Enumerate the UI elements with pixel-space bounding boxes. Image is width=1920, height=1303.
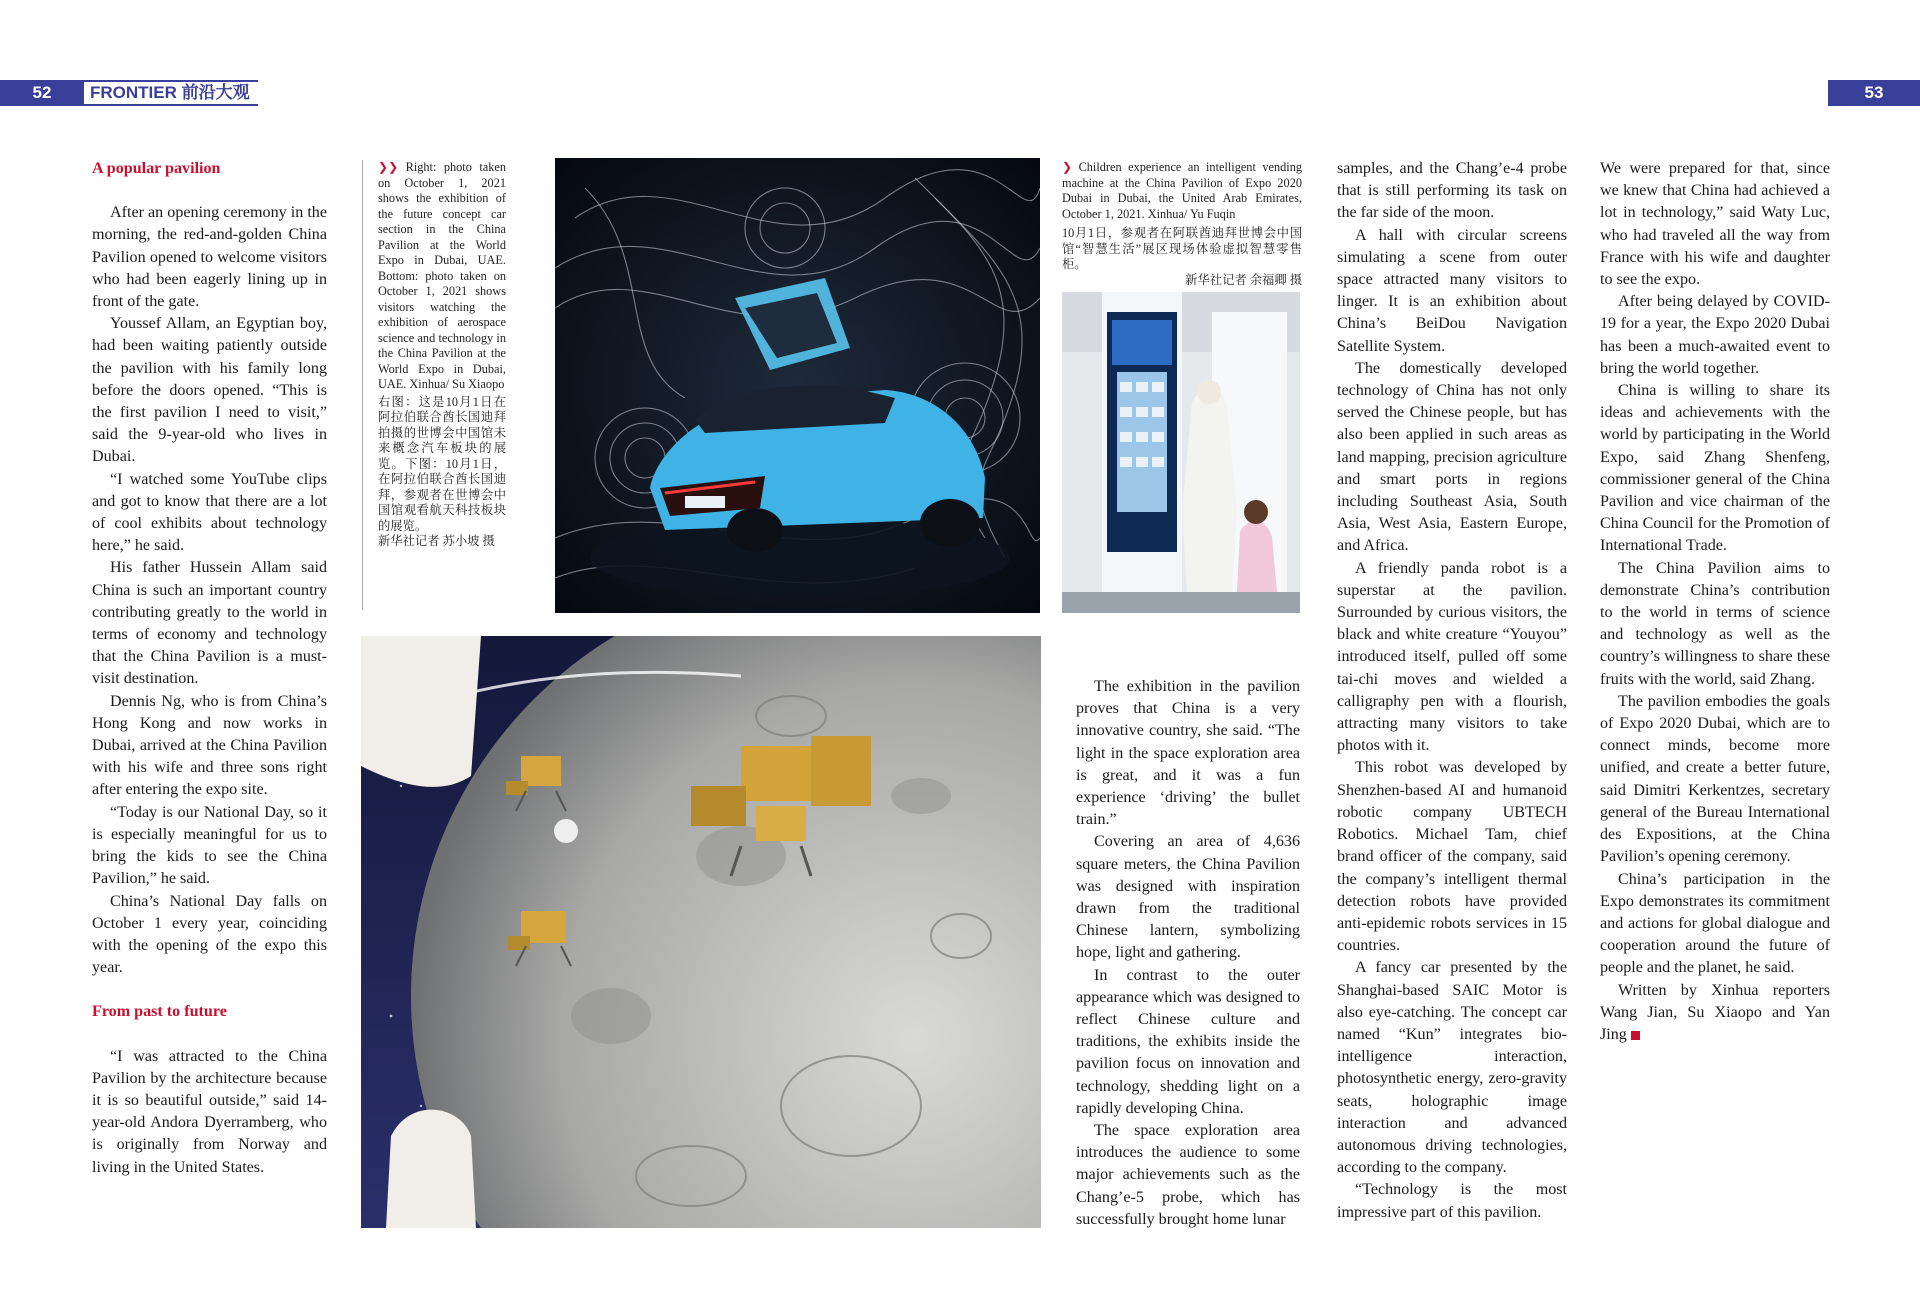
column5-continuation: We were prepared for that, since we knew that China had achieved a lot in technology,” said Waty Luc, who had traveled all the way from France with his wife and daughter to see the expo. [1600, 160, 1830, 289]
article-column-1 [92, 158, 327, 1179]
paragraph [1600, 691, 1830, 869]
paragraph-text: China’s participation in the Expo demonstrates its commitment and actions for global dialogue and cooperation around the future of people and the planet, he said. [1600, 870, 1830, 977]
paragraph-text: China’s National Day falls on October 1 every year, coinciding with the opening of the expo this year. [92, 892, 327, 977]
paragraph-text: China is willing to share its ideas and achievements with the world by participating in the World Expo, said Zhang Shenfeng, commissioner general of the China Pavilion and vice chairman of the China Council for the Promotion of International Trade. [1600, 382, 1830, 555]
paragraph [92, 313, 327, 468]
paragraph [92, 891, 327, 980]
paragraph [1076, 965, 1300, 1120]
photo-vending-machine [1062, 292, 1300, 613]
paragraph [1076, 1120, 1300, 1231]
page-number-right: 53 [1828, 80, 1920, 106]
paragraph-text: “Today is our National Day, so it is especially meaningful for us to bring the kids to see the China Pavilion,” he said. [92, 803, 327, 888]
arrow-down-icon: ❯ [1062, 160, 1073, 174]
paragraph-text: The pavilion embodies the goals of Expo 2020 Dubai, which are to connect minds, become more unified, and create a better future, said Dimitri Kerkentzes, secretary general of the Bureau International des Expositions, at the China Pavilion’s opening ceremony. [1600, 692, 1830, 866]
photo-lunar-exhibition [361, 636, 1041, 1228]
paragraph-text: The exhibition in the pavilion proves that China is a very innovative country, she said. “The light in the space exploration area is great, and it was a fun experience ‘driving’ the bullet train.” [1076, 678, 1300, 829]
paragraph-text: “I was attracted to the China Pavilion by the architecture because it is so beautiful outside,” said 14-year-old Andora Dyerramberg, who is originally from Norway and living in the United States. [92, 1047, 327, 1176]
caption-right-english: Children experience an intelligent vending machine at the China Pavilion of Expo 2020 Dubai in Dubai, the United Arab Emirates, October 1, 2021. Xinhua/ Yu Fuqin [1062, 160, 1302, 221]
column4-continuation: samples, and the Chang’e-4 probe that is still performing its task on the far side of the moon. [1337, 160, 1567, 222]
paragraph [92, 1046, 327, 1179]
caption-left-chinese: 右图：这是10月1日在阿拉伯联合酋长国迪拜拍摄的世博会中国馆未来概念汽车板块的展览。下图：10月1日，在阿拉伯联合酋长国迪拜，参观者在世博会中国馆观看航天科技板块的展览。 [378, 394, 506, 533]
paragraph-text: A friendly panda robot is a superstar at the pavilion. Surrounded by curious visitors, the black and white creature “Youyou” introduced itself, pulled off some tai-chi moves and wielded a calligraphy pen with a flourish, attracting many visitors to take photos with it. [1337, 559, 1567, 755]
paragraph-text: This robot was developed by Shenzhen-based AI and humanoid robotic company UBTECH Robotics. Michael Tam, chief brand officer of the company, said the company’s intelligent thermal detection robots have provided anti-epidemic robots services in 15 countries. [1337, 759, 1567, 955]
page-number-left: 52 [0, 80, 84, 106]
paragraph [1337, 757, 1567, 957]
article-column-5 [1600, 158, 1830, 1046]
paragraph-text: Youssef Allam, an Egyptian boy, had been waiting patiently outside the pavilion with his family long before the doors opened. “This is the first pavilion I need to visit,” said the 9-year-old who lives in Dubai. [92, 315, 327, 466]
paragraph [1076, 831, 1300, 964]
paragraph [1337, 1179, 1567, 1223]
caption-right-chinese: 10月1日，参观者在阿联酋迪拜世博会中国馆“智慧生活”展区现场体验虚拟智慧零售柜。 [1062, 226, 1302, 271]
paragraph [1600, 980, 1830, 1047]
article-column-4 [1337, 158, 1567, 1224]
paragraph-text: A fancy car presented by the Shanghai-based SAIC Motor is also eye-catching. The concept car named “Kun” integrates bio-intelligence interaction, photosynthetic energy, zero-gravity seats, holographic image interaction and advanced autonomous driving technologies, according to the company. [1337, 959, 1567, 1177]
paragraph-text: His father Hussein Allam said China is such an important country contributing greatly to the world in terms of economy and technology that the China Pavilion is a must-visit destination. [92, 559, 327, 688]
subhead-past-to-future: From past to future [92, 1003, 227, 1021]
paragraph [1337, 358, 1567, 558]
paragraph-text: The China Pavilion aims to demonstrate China’s contribution to the world in terms of science and technology as well as the country’s willingness to share these fruits with the world, said Zhang. [1600, 559, 1830, 688]
paragraph [92, 802, 327, 891]
paragraph [92, 202, 327, 313]
paragraph-text: Written by Xinhua reporters Wang Jian, Su Xiaopo and Yan Jing [1600, 981, 1830, 1043]
paragraph-text: After an opening ceremony in the morning, the red-and-golden China Pavilion opened to welcome visitors who had been eagerly lining up in front of the gate. [92, 204, 327, 311]
paragraph [1600, 869, 1830, 980]
photo-concept-car [555, 158, 1040, 613]
paragraph-text: A hall with circular screens simulating a scene from outer space attracted many visitors to linger. It is an exhibition about China’s BeiDou Navigation Satellite System. [1337, 226, 1567, 355]
paragraph-text: In contrast to the outer appearance which was designed to reflect Chinese culture and traditions, the exhibits inside the pavilion focus on innovation and technology, shedding light on a rapidly developing China. [1076, 966, 1300, 1117]
paragraph-text: “I watched some YouTube clips and got to know that there are a lot of cool exhibits about technology here,” he said. [92, 470, 327, 555]
paragraph [1337, 558, 1567, 758]
arrow-right-icon: ❯ [378, 160, 389, 174]
photo-caption-left [378, 160, 506, 550]
paragraph [92, 469, 327, 558]
paragraph [92, 691, 327, 802]
paragraph-text: Dennis Ng, who is from China’s Hong Kong and now works in Dubai, arrived at the China Pavilion with his wife and three sons right after entering the expo site. [92, 692, 327, 799]
paragraph [1600, 291, 1830, 380]
paragraph-text: The domestically developed technology of China has not only served the Chinese people, but has also been applied in such areas as land mapping, precision agriculture and smart ports in regions including Southeast Asia, South Asia, West Asia, Eastern Europe, and Africa. [1337, 359, 1567, 555]
paragraph-text: The space exploration area introduces the audience to some major achievements such as the Chang’e-5 probe, which has successfully brought home lunar [1076, 1122, 1300, 1228]
paragraph [92, 557, 327, 690]
paragraph-text: After being delayed by COVID-19 for a year, the Expo 2020 Dubai has been a much-awaited event to bring the world together. [1600, 293, 1830, 377]
arrow-down-icon: ❯ [388, 160, 399, 174]
paragraph-text: “Technology is the most impressive part of this pavilion. [1337, 1181, 1567, 1221]
caption-divider-left [362, 160, 363, 610]
paragraph [1076, 676, 1300, 831]
paragraph [1600, 380, 1830, 558]
paragraph-text: Covering an area of 4,636 square meters, the China Pavilion was designed with inspiration drawn from the traditional Chinese lantern, symbolizing hope, light and gathering. [1076, 833, 1300, 962]
section-title: FRONTIER 前沿大观 [90, 83, 250, 102]
photo-caption-right [1062, 160, 1302, 288]
paragraph [1337, 957, 1567, 1179]
caption-left-credit: 新华社记者 苏小坡 摄 [378, 534, 495, 548]
caption-right-credit: 新华社记者 余福卿 摄 [1185, 272, 1302, 287]
end-mark-icon [1631, 1031, 1640, 1040]
article-column-3 [1076, 676, 1300, 1231]
paragraph [1337, 225, 1567, 358]
caption-left-english: Right: photo taken on October 1, 2021 shows the exhibition of the future concept car section in the China Pavilion at the World Expo in Dubai, UAE. Bottom: photo taken on October 1, 2021 shows visitors watching the exhibition of aerospace science and technology in the China Pavilion at the World Expo in Dubai, UAE. Xinhua/ Su Xiaopo [378, 160, 506, 391]
subhead-popular-pavilion: A popular pavilion [92, 160, 221, 177]
paragraph [1600, 558, 1830, 691]
